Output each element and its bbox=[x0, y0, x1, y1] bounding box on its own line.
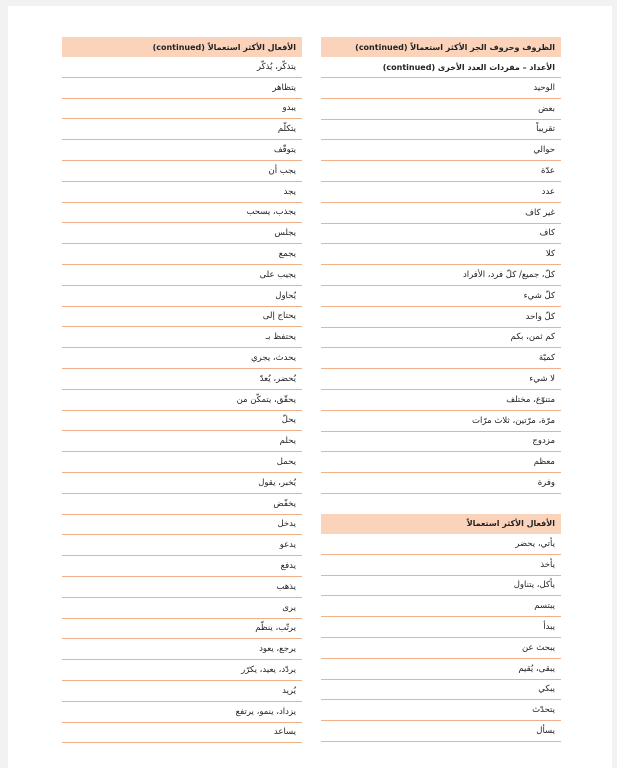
list-item: يبحث عن bbox=[321, 638, 561, 659]
list-item: يحلم bbox=[62, 431, 302, 452]
list-item: كلا bbox=[321, 244, 561, 265]
list-item: غير كاف bbox=[321, 203, 561, 224]
list-item: يجلس bbox=[62, 223, 302, 244]
list-item: مرّة، مرّتين، ثلاث مرّات bbox=[321, 411, 561, 432]
list-item: يبتسم bbox=[321, 596, 561, 617]
list-item: الوحيد bbox=[321, 78, 561, 99]
list-item: يأخذ bbox=[321, 555, 561, 576]
list-item: كلّ واحد bbox=[321, 307, 561, 328]
list-item: لا شيء bbox=[321, 369, 561, 390]
list-item: يُخبر، يقول bbox=[62, 473, 302, 494]
list-item: يبدو bbox=[62, 99, 302, 120]
list-item: كلّ شيء bbox=[321, 286, 561, 307]
list-item: يجب أن bbox=[62, 161, 302, 182]
list-item: يدفع bbox=[62, 556, 302, 577]
list-item: عدد bbox=[321, 182, 561, 203]
section-header-verbs-continued: الأفعال الأكثر استعمالاً (continued) bbox=[62, 37, 302, 57]
section-header-verbs: الأفعال الأكثر استعمالاً bbox=[321, 514, 561, 534]
list-item: كلّ، جميع/ كلّ فرد، الأفراد bbox=[321, 265, 561, 286]
list-item: يدعو bbox=[62, 535, 302, 556]
right-items-list bbox=[321, 78, 561, 494]
section-gap bbox=[321, 494, 561, 514]
left-items-list bbox=[62, 57, 302, 743]
list-item: يُريد bbox=[62, 681, 302, 702]
list-item: يحدث، يجري bbox=[62, 348, 302, 369]
list-item: يحمل bbox=[62, 452, 302, 473]
list-item: يتوقّف bbox=[62, 140, 302, 161]
list-item: يخفّض bbox=[62, 494, 302, 515]
list-item: يتذكّر، يُذكّر bbox=[62, 57, 302, 78]
list-item: يذهب bbox=[62, 577, 302, 598]
list-item: حوالي bbox=[321, 140, 561, 161]
list-item: يجمع bbox=[62, 244, 302, 265]
list-item: يبقى، يُقيم bbox=[321, 659, 561, 680]
list-item: يزداد، ينمو، يرتفع bbox=[62, 702, 302, 723]
list-item: كاف bbox=[321, 224, 561, 245]
list-item: يحلّ bbox=[62, 411, 302, 432]
list-item: بعض bbox=[321, 99, 561, 120]
document-page bbox=[8, 6, 612, 768]
list-item: معظم bbox=[321, 452, 561, 473]
list-item: يأتي، يحضر bbox=[321, 534, 561, 555]
section-subheader: الأعداد – مفردات العدد الأخرى (continued) bbox=[321, 57, 561, 78]
list-item: يُحاول bbox=[62, 286, 302, 307]
list-item: يتحدّث bbox=[321, 700, 561, 721]
section-header: الظروف وحروف الجر الأكثر استعمالاً (continued) bbox=[321, 37, 561, 57]
list-item: يرتّب، ينظّم bbox=[62, 619, 302, 640]
list-item: يحتفظ بـ bbox=[62, 327, 302, 348]
list-item: يسأل bbox=[321, 721, 561, 742]
list-item: كم ثمن، بكم bbox=[321, 328, 561, 349]
list-item: تقريباً bbox=[321, 120, 561, 141]
list-item: يحقّق، يتمكّن من bbox=[62, 390, 302, 411]
list-item: يبدأ bbox=[321, 617, 561, 638]
list-item: عدّة bbox=[321, 161, 561, 182]
list-item: يجد bbox=[62, 182, 302, 203]
list-item: يرى bbox=[62, 598, 302, 619]
list-item: يتظاهر bbox=[62, 78, 302, 99]
right-verbs-list bbox=[321, 534, 561, 742]
list-item: وفرة bbox=[321, 473, 561, 494]
list-item: يجذب، يسحب bbox=[62, 203, 302, 224]
list-item: يجيب على bbox=[62, 265, 302, 286]
list-item: يساعد bbox=[62, 723, 302, 744]
list-item: يرجع، يعود bbox=[62, 639, 302, 660]
list-item: يأكل، يتناول bbox=[321, 576, 561, 597]
right-column bbox=[321, 37, 561, 742]
list-item: يبكي bbox=[321, 680, 561, 701]
list-item: يُحضر، يُعدّ bbox=[62, 369, 302, 390]
list-item: مزدوج bbox=[321, 432, 561, 453]
list-item: يردّد، يعيد، يكرّر bbox=[62, 660, 302, 681]
list-item: يحتاج إلى bbox=[62, 307, 302, 328]
list-item: يدخل bbox=[62, 515, 302, 536]
left-column bbox=[62, 37, 302, 743]
list-item: متنوّع، مختلف bbox=[321, 390, 561, 411]
list-item: يتكلّم bbox=[62, 119, 302, 140]
list-item: كميّة bbox=[321, 348, 561, 369]
